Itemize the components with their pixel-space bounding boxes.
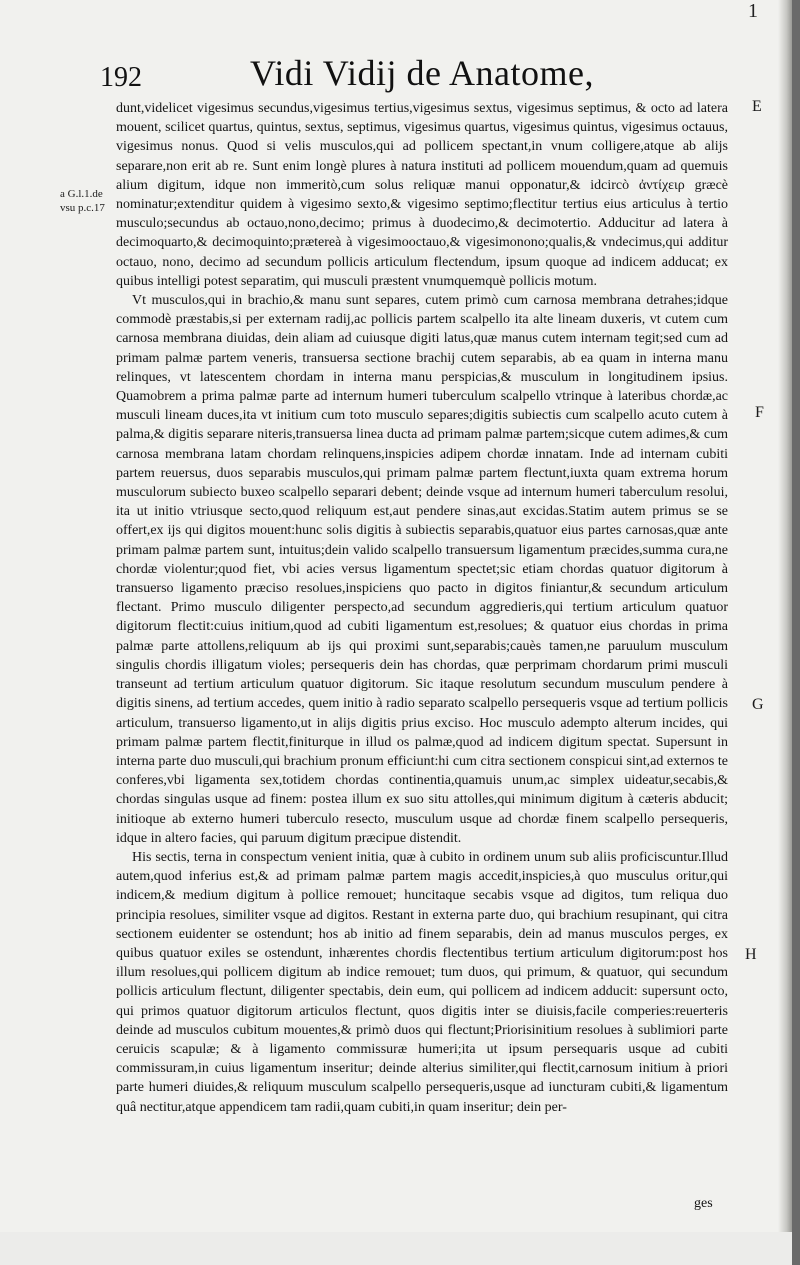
page-bottom-margin xyxy=(0,1232,792,1265)
catchword: ges xyxy=(694,1196,713,1211)
section-letter-e: E xyxy=(752,98,762,115)
paragraph-3: His sectis, terna in conspectum venient initia, quæ à cubito in ordinem unum sub aliis proficiscuntur.Illud autem,quod inferius est,& ad primam palmæ partem magis accedit,inspicies,à quo musculus oritur,qui indicem,& medium digitum à pollice remouet; huncitaque secabis vsque ad digitos, tum reliqua duo principia resolues, similiter vsque ad digitos. Restant in externa parte duo, qui brachium resupinant, qui citra sectionem euidenter se ostendunt; hos ab initio ad finem separabis, dein ad manus musculos perges, ex quibus quatuor exiles se ostendunt, inhærentes chordis flectentibus tertium articulum digitorum:post hos illum resolues,qui pollicem digitum ab indice remouet; tum duos, qui primum, & quatuor, qui secundum pollicis articulum flectunt, diligenter spectabis, dein eum, qui pollicem ad indicem adducit: supersunt octo, qui primos quatuor digitorum articulos flectunt, quos digitis inter se diuisis,facile comperies:reuerteris deinde ad musculos cubitum mouentes,& primò duos qui flectunt;Priorisinitium resolues à sublimiori parte ceruicis scapulæ; & à ligamento commissuræ humeri;ita ut ipsum persequaris usque ad cubiti commissuram,in cuius ligamentum inseritur; deinde alterius similiter,qui flectit,carnosum initium à priori parte humeri diuides,& reliquum musculum scalpello persequeris,usque ad iuncturam cubiti,& ligamentum quâ nectitur,atque appendicem tam radii,quam cubiti,in quam inseritur; dein per- xyxy=(116,849,728,1115)
paragraph-1: dunt,videlicet vigesimus secundus,vigesimus tertius,vigesimus sextus, vigesimus septimus, & octo ad latera mouent, scilicet quartus, quintus, sextus, septimus, vigesimus quartus, vigesimus quintus, vigesimus octauus, vigesimus nonus. Quod si velis musculos,qui ad pollicem spectant,in vnum colligere,atque ab alijs separare,non erit ab re. Sunt enim longè plures à natura instituti ad pollicem mouendum,quam ad quemuis alium digitum, idque non immeritò,cum solus reliquæ manui opponatur,& idcircò ἀντίχειρ græcè nominatur;extenditur quidem à vigesimo sexto,& vigesimo septimo;flectitur tertius eius articulus à tertio musculo;secundus ab octauo,nono,decimo; primus à duodecimo,& decimotertio. Adducitur ad latera à decimoquarto,& decimoquinto;prætereà à vigesimooctauo,& vigesimonono;qualis,& vndecimus,qui additur octauo, nono, decimo ad secundum pollicis articulum flectendum, ipsum quoque ad indicem adducat; ex quibus intelligi potest separatim, qui musculi præstent vnumquemquè pollicis motum. xyxy=(116,101,728,289)
corner-mark: 1 xyxy=(748,0,758,22)
section-letter-g: G xyxy=(752,696,764,713)
section-letter-f: F xyxy=(755,404,764,421)
marginal-note: a G.l.1.de vsu p.c.17 xyxy=(60,188,105,214)
page-number: 192 xyxy=(100,62,142,93)
section-letter-h: H xyxy=(745,946,757,963)
body-text xyxy=(116,99,728,1117)
page-edge-shadow xyxy=(778,0,792,1265)
page-header xyxy=(96,52,756,102)
running-title: Vidi Vidij de Anatome, xyxy=(250,53,594,93)
paragraph-2: Vt musculos,qui in brachio,& manu sunt separes, cutem primò cum carnosa membrana detrahes;idque commodè præstabis,si per externam radij,ac pollicis partem scalpello ita alte lineam duxeris, vt cutem cum carnosa membrana diuidas, dein aliam ad cuiusque digiti latus,quæ manus cutem internam tegit;sed cum ad primam palmæ partem veneris, transuersa sectione brachij cutem separabis, ab ea quam in interna manu relinques, vt latescentem chordam in interna manu perspicias,& musculum in longitudinem ipsius. Quamobrem a prima palmæ parte ad internum humeri tuberculum scalpello vtrinque à lateribus chordæ,ac musculi lineam duces,ita vt initium cum toto musculo separes;digitis subiectis cum scalpello acuto cutem à palma,& digitis separare niteris,transuersa linea ducta ad primam palmæ partem;sicque cutem adimes,& cum carnosa membrana latam chordam relinquens,inspicies adipem chordæ innatam. Inde ad internam cubiti partem reuersus, duos separabis musculos,qui primam palmæ partem flectunt,iuxta quam extrema horum musculorum subiecto buxeo scalpello separari debent; deinde vsque ad internum humeri taberculum resolui, ita ut initio vtriusque secto,quod reliquum est,aut pendere sinas,aut excidas.Statim autem primus se se offert,ex ijs qui digitos mouent:hunc solis digitis à subiectis separabis,quatuor eius partes carnosas,quæ ante primam palmæ partem sunt, intuitus;dein valido scalpello transuersum ligamentum præcides,summa cura,ne chordæ violentur;quod fiet, vbi acies versus ligamentum spectet;sic etiam chordas quatuor digitorum à transuerso ligamento præciso resolues,inspiciens quo pacto in digitos finiantur,& secundum articulum flectant. Primo musculo diligenter perspecto,ad secundum aggredieris,qui tertium articulum quatuor digitorum flectit:cuius initium,quod ad cubiti ligamentum est,resolues; & quatuor eius chordas in prima palmæ parte attollens,reliquum ab ijs qui proximi sunt,separabis;cauès tamen,ne paruulum musculum singulis chordis illigatum violes; persequeris dein has chordas, quæ perprimam chordarum primi musculi transeunt ad tertium articulum quatuor digitorum. Sic itaque resolutum secundum musculum pendere à digitis sinens, ad tertium accedes, quem initio à radio separato scalpello persequeris vsque ad tertium pollicis articulum, transuerso ligamento,ut in alijs digitis prius exciso. Hoc musculo adempto alterum incides, qui primam palmæ partem flectit,finiturque in illud os palmæ,quod ad indicem digitum spectat. Supersunt in interna parte duo musculi,qui brachium pronum efficiunt:hi cum citra sectionem conspicui sint,ad externos te conferes,vbi ligamenta sex,totidem chordas continentia,quamuis unum,ac simplex uideatur,secabis,& chordas singulas usque ad finem: postea illum ex suo situ attolles,qui minimum digitum à cæteris abducit; initioque ab externo humeri tuberculo resecto, musculum usque ad chordæ finem scalpello persequeris, idque in altero facies, qui paruum digitum præcipue distendit. xyxy=(116,293,728,846)
